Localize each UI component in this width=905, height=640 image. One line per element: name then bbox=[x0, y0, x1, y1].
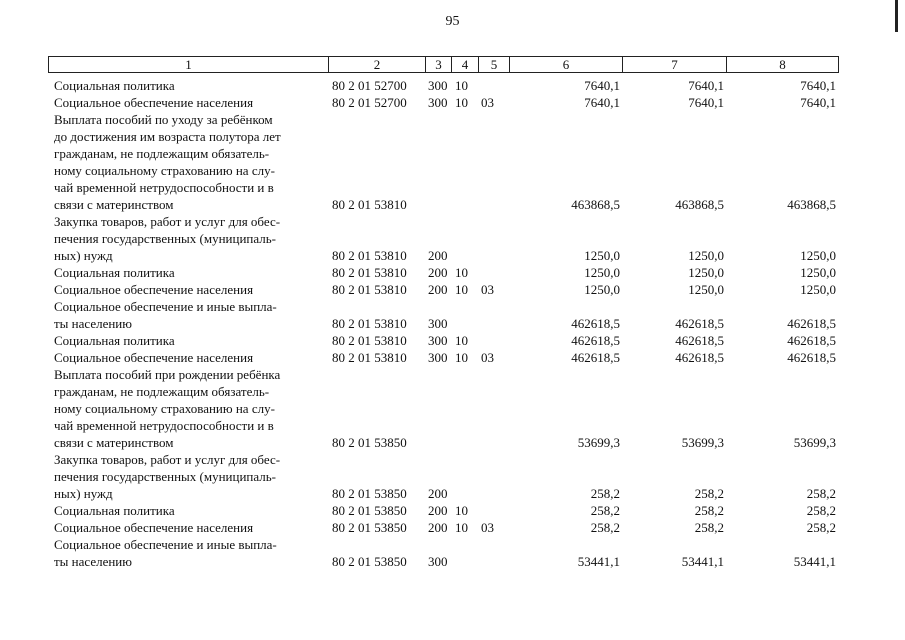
row-name-line: ты населению bbox=[54, 554, 132, 569]
row-col3 bbox=[425, 111, 451, 213]
row-value-7: 1250,0 bbox=[688, 248, 724, 263]
row-code: 80 2 01 53810 bbox=[332, 265, 407, 280]
row-value-7: 463868,5 bbox=[675, 197, 724, 212]
row-name-line: Социальное обеспечение и иные выпла- bbox=[54, 299, 277, 314]
row-value-7: 258,2 bbox=[694, 520, 724, 535]
row-name bbox=[48, 536, 328, 570]
row-value-6: 258,2 bbox=[590, 486, 620, 501]
table-row bbox=[48, 502, 838, 519]
row-value-7: 462618,5 bbox=[675, 333, 724, 348]
row-col5 bbox=[478, 502, 509, 519]
table-row bbox=[48, 281, 838, 298]
row-name-line: печения государственных (муниципаль- bbox=[54, 231, 277, 246]
row-name bbox=[48, 94, 328, 111]
row-name-line: ных) нужд bbox=[54, 248, 113, 263]
row-value-7: 53699,3 bbox=[681, 435, 724, 450]
row-code: 80 2 01 53850 bbox=[332, 486, 407, 501]
row-name-line: Социальная политика bbox=[54, 503, 175, 518]
row-name-line: чай временной нетрудоспособности и в bbox=[54, 418, 274, 433]
row-name-line: Социальное обеспечение населения bbox=[54, 520, 254, 535]
row-name bbox=[48, 264, 328, 281]
row-name-line: Социальное обеспечение населения bbox=[54, 282, 254, 297]
table-row bbox=[48, 366, 838, 451]
row-value-7: 462618,5 bbox=[675, 350, 724, 365]
row-value-7: 258,2 bbox=[694, 486, 724, 501]
row-col4 bbox=[451, 111, 478, 213]
row-col3: 300 bbox=[428, 316, 448, 331]
row-col3: 300 bbox=[428, 95, 448, 110]
row-name-line: Закупка товаров, работ и услуг для обес- bbox=[54, 452, 281, 467]
row-name-line: связи с материнством bbox=[54, 435, 174, 450]
row-value-8: 53441,1 bbox=[793, 554, 836, 569]
column-header-table bbox=[48, 56, 839, 73]
row-code: 80 2 01 53810 bbox=[332, 282, 407, 297]
row-col5: 03 bbox=[481, 95, 494, 110]
row-col3: 300 bbox=[428, 554, 448, 569]
row-col4: 10 bbox=[455, 78, 468, 93]
row-col5 bbox=[478, 451, 509, 502]
row-code: 80 2 01 53850 bbox=[332, 554, 407, 569]
row-name-line: Выплата пособий по уходу за ребёнком bbox=[54, 112, 273, 127]
column-header-2: 2 bbox=[329, 57, 426, 73]
row-name bbox=[48, 281, 328, 298]
row-name-line: Социальное обеспечение населения bbox=[54, 350, 254, 365]
row-name-line: гражданам, не подлежащим обязатель- bbox=[54, 146, 270, 161]
row-name-line: ных) нужд bbox=[54, 486, 113, 501]
row-name-line: до достижения им возраста полутора лет bbox=[54, 129, 281, 144]
row-value-7: 7640,1 bbox=[688, 95, 724, 110]
table-row bbox=[48, 264, 838, 281]
row-name-line: связи с материнством bbox=[54, 197, 174, 212]
row-col3: 300 bbox=[428, 333, 448, 348]
row-col5 bbox=[478, 332, 509, 349]
row-col5: 03 bbox=[481, 520, 494, 535]
row-code: 80 2 01 53810 bbox=[332, 333, 407, 348]
row-value-8: 258,2 bbox=[806, 520, 836, 535]
row-value-8: 462618,5 bbox=[787, 333, 836, 348]
column-header-3: 3 bbox=[426, 57, 452, 73]
row-col4: 10 bbox=[455, 95, 468, 110]
row-col3: 300 bbox=[428, 350, 448, 365]
row-col5 bbox=[478, 366, 509, 451]
column-header-5: 5 bbox=[479, 57, 510, 73]
row-col5: 03 bbox=[481, 282, 494, 297]
table-row bbox=[48, 519, 838, 536]
row-col3: 200 bbox=[428, 282, 448, 297]
row-value-8: 462618,5 bbox=[787, 316, 836, 331]
table-row bbox=[48, 298, 838, 332]
row-code: 80 2 01 53850 bbox=[332, 503, 407, 518]
row-value-7: 7640,1 bbox=[688, 78, 724, 93]
row-col3 bbox=[425, 366, 451, 451]
row-value-7: 1250,0 bbox=[688, 265, 724, 280]
row-name bbox=[48, 213, 328, 264]
row-code: 80 2 01 53810 bbox=[332, 316, 407, 331]
row-name bbox=[48, 366, 328, 451]
column-header-4: 4 bbox=[452, 57, 479, 73]
row-value-7: 53441,1 bbox=[681, 554, 724, 569]
row-value-6: 7640,1 bbox=[584, 95, 620, 110]
row-value-8: 1250,0 bbox=[800, 282, 836, 297]
row-name bbox=[48, 349, 328, 366]
row-col5: 03 bbox=[481, 350, 494, 365]
row-col5 bbox=[478, 298, 509, 332]
row-col4 bbox=[451, 213, 478, 264]
row-col4 bbox=[451, 536, 478, 570]
row-value-8: 7640,1 bbox=[800, 78, 836, 93]
row-name-line: чай временной нетрудоспособности и в bbox=[54, 180, 274, 195]
row-col4 bbox=[451, 451, 478, 502]
row-name-line: Социальная политика bbox=[54, 333, 175, 348]
row-value-7: 1250,0 bbox=[688, 282, 724, 297]
table-row bbox=[48, 332, 838, 349]
row-name bbox=[48, 298, 328, 332]
budget-table bbox=[48, 77, 838, 570]
row-name-line: гражданам, не подлежащим обязатель- bbox=[54, 384, 270, 399]
row-name bbox=[48, 451, 328, 502]
row-name-line: ты населению bbox=[54, 316, 132, 331]
row-name-line: Социальное обеспечение и иные выпла- bbox=[54, 537, 277, 552]
row-col3: 200 bbox=[428, 486, 448, 501]
row-value-6: 1250,0 bbox=[584, 282, 620, 297]
row-name-line: Социальное обеспечение населения bbox=[54, 95, 254, 110]
scan-edge-mark bbox=[895, 0, 898, 32]
row-value-8: 258,2 bbox=[806, 486, 836, 501]
row-col5 bbox=[478, 536, 509, 570]
column-header-row bbox=[49, 57, 839, 73]
table-row bbox=[48, 77, 838, 94]
row-code: 80 2 01 53850 bbox=[332, 435, 407, 450]
row-value-7: 462618,5 bbox=[675, 316, 724, 331]
row-value-8: 53699,3 bbox=[793, 435, 836, 450]
row-value-8: 463868,5 bbox=[787, 197, 836, 212]
row-value-6: 53699,3 bbox=[577, 435, 620, 450]
row-value-6: 258,2 bbox=[590, 520, 620, 535]
row-value-6: 258,2 bbox=[590, 503, 620, 518]
table-row bbox=[48, 94, 838, 111]
row-value-7: 258,2 bbox=[694, 503, 724, 518]
row-col4: 10 bbox=[455, 282, 468, 297]
table-row bbox=[48, 213, 838, 264]
row-col5 bbox=[478, 77, 509, 94]
column-header-7: 7 bbox=[623, 57, 727, 73]
table-row bbox=[48, 536, 838, 570]
row-value-6: 1250,0 bbox=[584, 248, 620, 263]
row-value-8: 258,2 bbox=[806, 503, 836, 518]
table-row bbox=[48, 111, 838, 213]
row-name-line: Социальная политика bbox=[54, 78, 175, 93]
row-col3: 200 bbox=[428, 520, 448, 535]
column-header-1: 1 bbox=[49, 57, 329, 73]
row-col3: 200 bbox=[428, 265, 448, 280]
row-col4 bbox=[451, 298, 478, 332]
page-number: 95 bbox=[445, 14, 460, 29]
row-code: 80 2 01 53850 bbox=[332, 520, 407, 535]
row-col4: 10 bbox=[455, 520, 468, 535]
row-col3: 200 bbox=[428, 503, 448, 518]
row-value-6: 462618,5 bbox=[571, 333, 620, 348]
row-col4: 10 bbox=[455, 265, 468, 280]
table-row bbox=[48, 349, 838, 366]
row-name-line: Выплата пособий при рождении ребёнка bbox=[54, 367, 281, 382]
row-value-6: 1250,0 bbox=[584, 265, 620, 280]
row-value-6: 462618,5 bbox=[571, 316, 620, 331]
row-name-line: печения государственных (муниципаль- bbox=[54, 469, 277, 484]
row-name-line: ному социальному страхованию на слу- bbox=[54, 401, 275, 416]
table-row bbox=[48, 451, 838, 502]
row-col5 bbox=[478, 111, 509, 213]
row-value-6: 7640,1 bbox=[584, 78, 620, 93]
row-value-8: 7640,1 bbox=[800, 95, 836, 110]
row-code: 80 2 01 53810 bbox=[332, 248, 407, 263]
row-code: 80 2 01 52700 bbox=[332, 78, 407, 93]
row-name bbox=[48, 332, 328, 349]
row-code: 80 2 01 52700 bbox=[332, 95, 407, 110]
row-name bbox=[48, 502, 328, 519]
row-value-8: 1250,0 bbox=[800, 248, 836, 263]
row-name-line: ному социальному страхованию на слу- bbox=[54, 163, 275, 178]
row-value-8: 462618,5 bbox=[787, 350, 836, 365]
row-name bbox=[48, 519, 328, 536]
column-header-8: 8 bbox=[727, 57, 839, 73]
row-value-6: 462618,5 bbox=[571, 350, 620, 365]
row-value-6: 53441,1 bbox=[577, 554, 620, 569]
row-col4 bbox=[451, 366, 478, 451]
row-name bbox=[48, 77, 328, 94]
row-col4: 10 bbox=[455, 503, 468, 518]
row-code: 80 2 01 53810 bbox=[332, 350, 407, 365]
row-col3: 200 bbox=[428, 248, 448, 263]
row-col5 bbox=[478, 264, 509, 281]
row-col4: 10 bbox=[455, 350, 468, 365]
row-name-line: Социальная политика bbox=[54, 265, 175, 280]
row-col3: 300 bbox=[428, 78, 448, 93]
row-name bbox=[48, 111, 328, 213]
row-col5 bbox=[478, 213, 509, 264]
row-value-6: 463868,5 bbox=[571, 197, 620, 212]
row-col4: 10 bbox=[455, 333, 468, 348]
column-header-6: 6 bbox=[510, 57, 623, 73]
row-value-8: 1250,0 bbox=[800, 265, 836, 280]
row-name-line: Закупка товаров, работ и услуг для обес- bbox=[54, 214, 281, 229]
row-code: 80 2 01 53810 bbox=[332, 197, 407, 212]
